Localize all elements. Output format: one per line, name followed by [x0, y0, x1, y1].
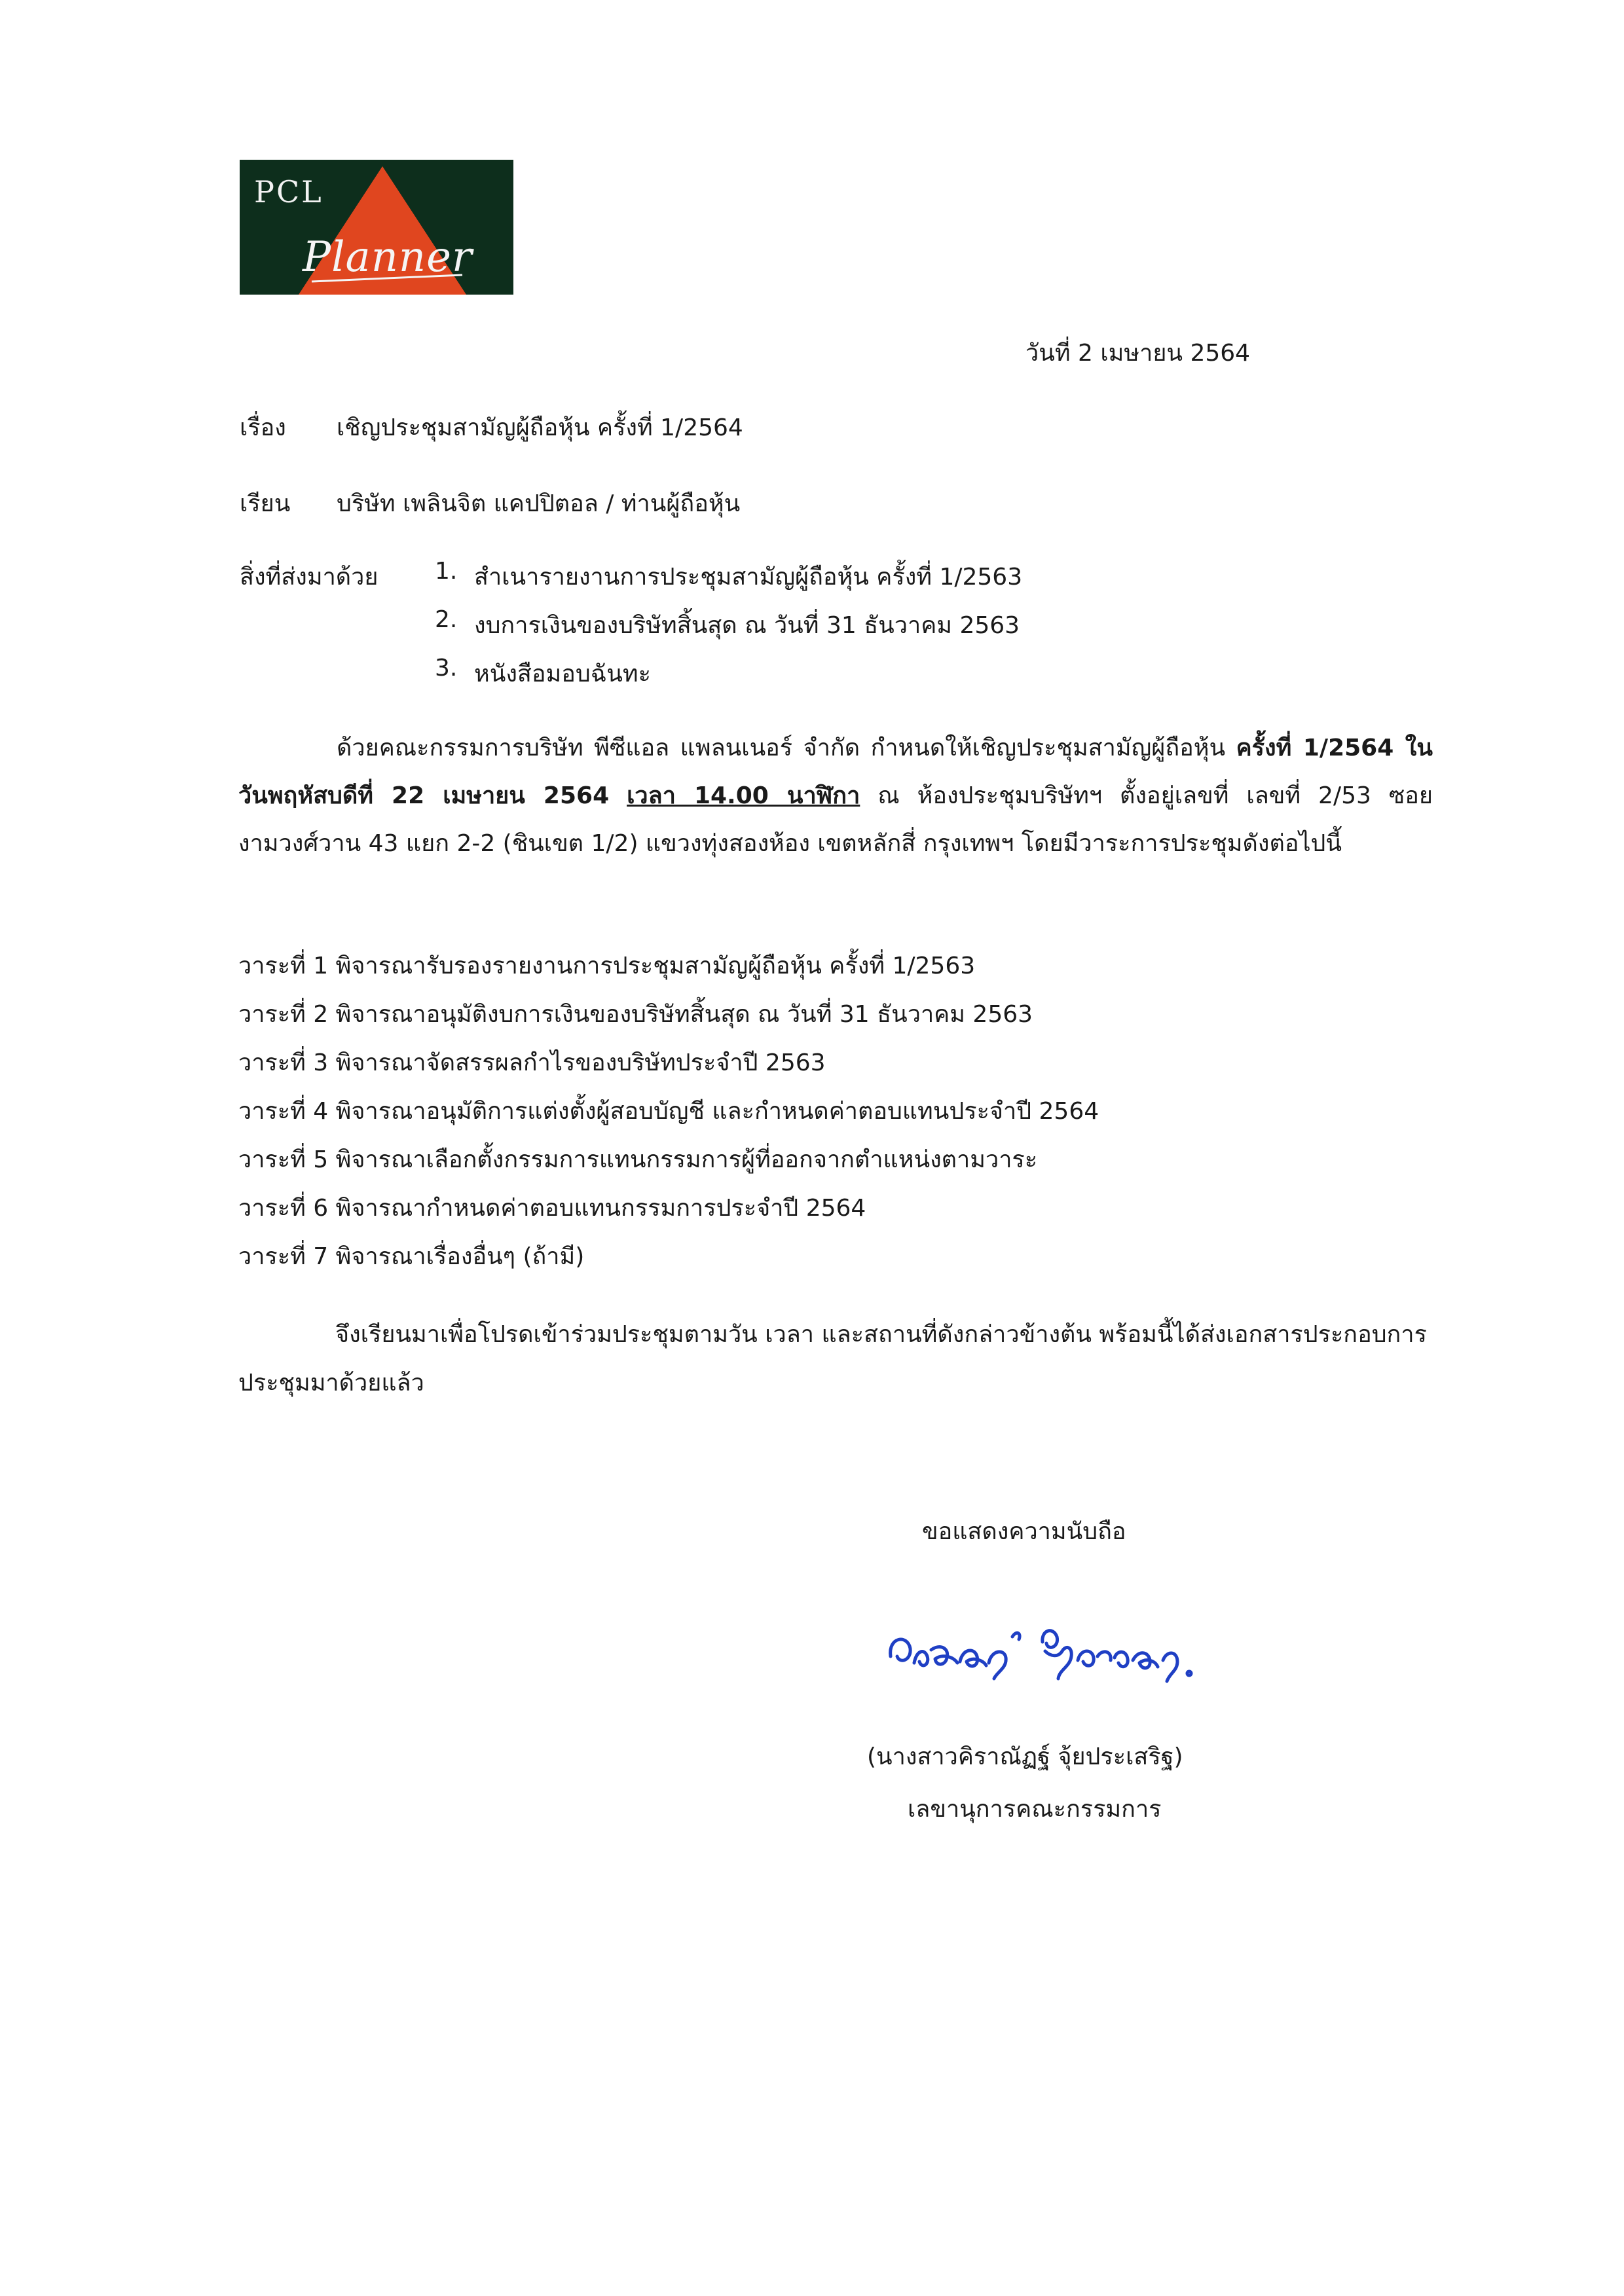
agenda-item: วาระที่ 1 พิจารณารับรองรายงานการประชุมสามัญผู้ถือหุ้น ครั้งที่ 1/2563	[238, 953, 976, 979]
agenda-item: วาระที่ 3 พิจารณาจัดสรรผลกำไรของบริษัทประจำปี 2563	[238, 1049, 826, 1076]
logo-planner-text: Planner	[303, 233, 473, 282]
enclosure-text: หนังสือมอบฉันทะ	[474, 661, 651, 687]
agenda-item: วาระที่ 4 พิจารณาอนุมัติการแต่งตั้งผู้สอบบัญชี และกำหนดค่าตอบแทนประจำปี 2564	[238, 1098, 1099, 1125]
agenda-item: วาระที่ 2 พิจารณาอนุมัติงบการเงินของบริษัทสิ้นสุด ณ วันที่ 31 ธันวาคม 2563	[238, 1001, 1033, 1028]
meeting-location: ณ ห้องประชุมบริษัทฯ ตั้งอยู่เลขที่ เลขที่ 2/53 ซอยงามวงศ์วาน 43 แยก 2-2 (ชินเขต 1/2) แขวงทุ่งสองห้อง เขตหลักสี่ กรุงเทพฯ โดยมีวาระการประชุมดังต่อไปนี้	[238, 782, 1433, 857]
signer-title: เลขานุการคณะกรรมการ	[908, 1796, 1162, 1823]
agenda-item: วาระที่ 7 พิจารณาเรื่องอื่นๆ (ถ้ามี)	[238, 1243, 585, 1270]
subject-text: เชิญประชุมสามัญผู้ถือหุ้น ครั้งที่ 1/2564	[337, 414, 743, 441]
recipient-label: เรียน	[240, 490, 291, 517]
agenda-item: วาระที่ 5 พิจารณาเลือกตั้งกรรมการแทนกรรมการผู้ที่ออกจากตำแหน่งตามวาระ	[238, 1146, 1038, 1173]
enclosure-number: 1.	[435, 558, 458, 585]
handwritten-signature	[881, 1611, 1222, 1689]
enclosure-text: สำเนารายงานการประชุมสามัญผู้ถือหุ้น ครั้งที่ 1/2563	[474, 564, 1023, 591]
enclosure-text: งบการเงินของบริษัทสิ้นสุด ณ วันที่ 31 ธันวาคม 2563	[474, 612, 1020, 639]
body-intro: ด้วยคณะกรรมการบริษัท พีซีแอล แพลนเนอร์ จำกัด กำหนดให้เชิญประชุมสามัญผู้ถือหุ้น	[337, 735, 1236, 761]
body-space	[609, 782, 627, 809]
signer-name: (นางสาวคิราณัฏฐ์ จุ้ยประเสริฐ)	[867, 1743, 1183, 1770]
enclosures-label: สิ่งที่ส่งมาด้วย	[240, 564, 378, 591]
meeting-time: เวลา 14.00 นาฬิกา	[627, 782, 860, 809]
closing-salutation: ขอแสดงความนับถือ	[922, 1518, 1126, 1545]
letter-date: วันที่ 2 เมษายน 2564	[1025, 340, 1251, 367]
logo-pcl-text: PCL	[254, 174, 323, 210]
closing-paragraph: จึงเรียนมาเพื่อโปรดเข้าร่วมประชุมตามวัน เวลา และสถานที่ดังกล่าวข้างต้น พร้อมนี้ได้ส่งเอกสารประกอบการประชุมมาด้วยแล้ว	[238, 1321, 1427, 1396]
body-paragraph	[238, 724, 1433, 867]
recipient-text: บริษัท เพลินจิต แคปปิตอล / ท่านผู้ถือหุ้น	[337, 490, 741, 517]
subject-label: เรื่อง	[240, 414, 286, 441]
meeting-date-bold: ครั้งที่ 1/2564 ในวันพฤหัสบดีที่ 22 เมษายน 2564	[238, 735, 1433, 809]
enclosure-number: 2.	[435, 606, 458, 633]
company-logo	[240, 160, 513, 295]
agenda-item: วาระที่ 6 พิจารณากำหนดค่าตอบแทนกรรมการประจำปี 2564	[238, 1195, 866, 1222]
enclosure-number: 3.	[435, 655, 458, 682]
